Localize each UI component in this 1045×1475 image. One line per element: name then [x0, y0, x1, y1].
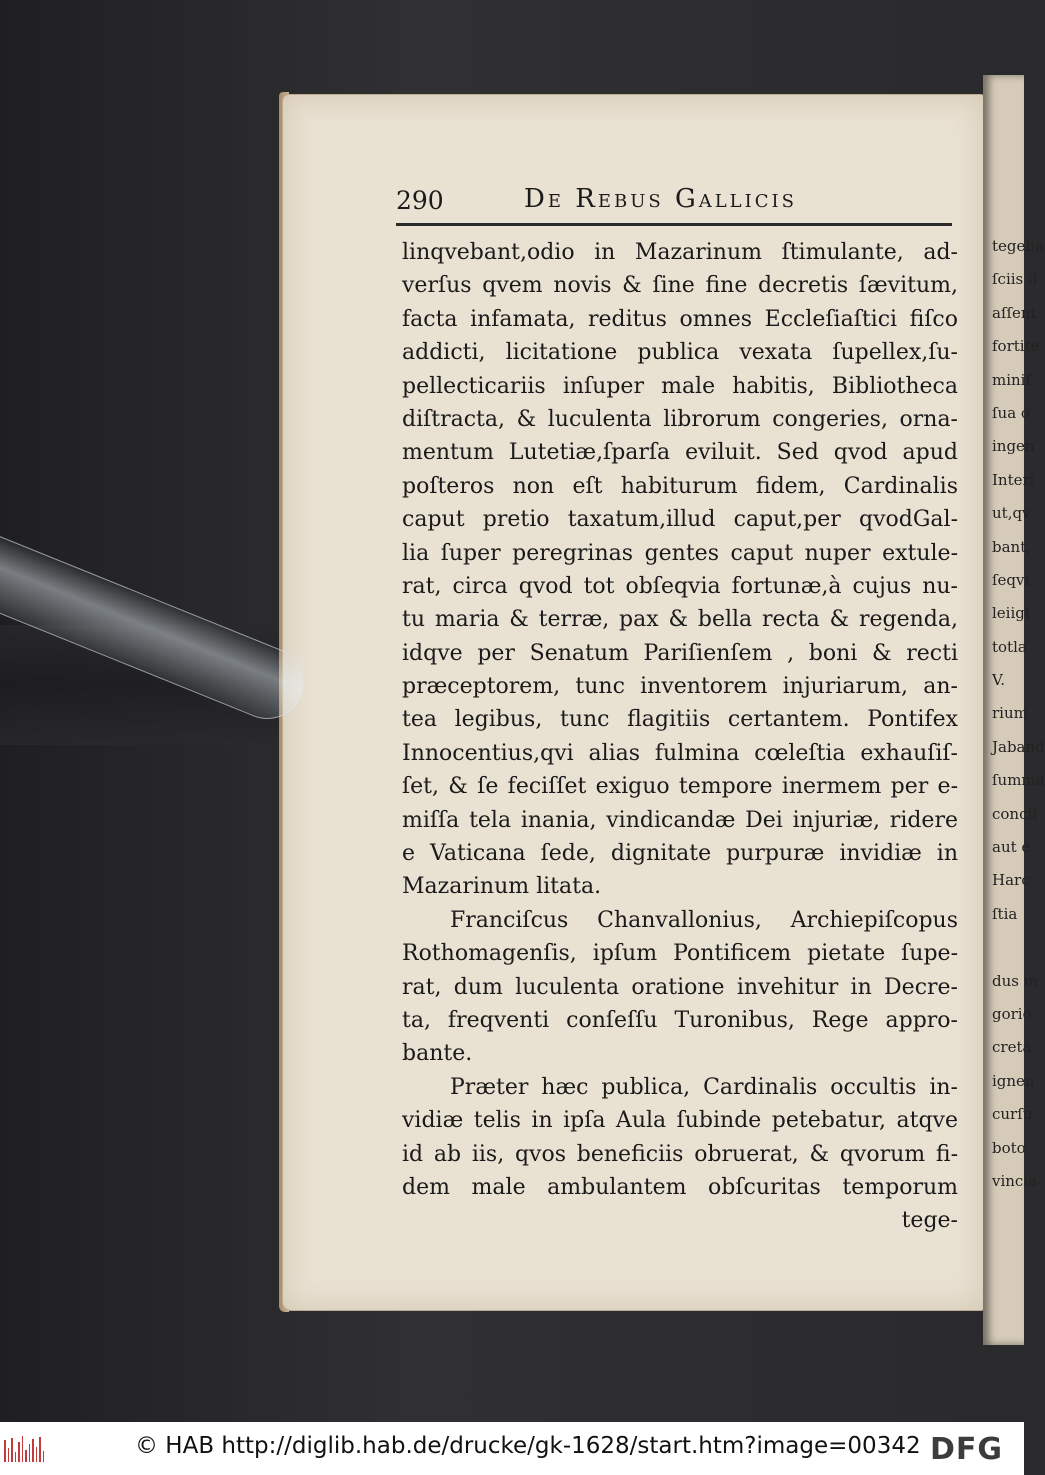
text-line: rat, dum luculenta oratione invehitur in Decre- — [402, 974, 958, 1000]
text-line: ſet, & ſe feciſſet exiguo tempore inermem per e- — [402, 774, 958, 800]
adjacent-page-line: ut,qv — [992, 504, 1031, 523]
adjacent-page-line: bant, — [992, 537, 1032, 556]
adjacent-page-line: gorio — [992, 1004, 1032, 1023]
adjacent-page-line: tegeba — [992, 237, 1044, 255]
adjacent-page-line: leiigi — [992, 604, 1030, 623]
text-line: bante. — [402, 1041, 473, 1067]
hab-logo-icon — [4, 1436, 44, 1462]
text-line: Innocentius,qvi alias fulmina cœleſtia exhauſiſ- — [402, 740, 958, 766]
adjacent-page-line: miniſ — [992, 370, 1032, 389]
adjacent-page-line: Jaband — [992, 737, 1045, 756]
text-line: verſus qvem novis & ſine fine decretis ſævitum, — [402, 273, 958, 299]
adjacent-page-line: ſeqvi — [992, 570, 1030, 589]
adjacent-page-line: totla — [992, 637, 1027, 656]
text-line: id ab iis, qvos beneficiis obruerat, & qvorum fi- — [402, 1141, 958, 1167]
adjacent-page-line: concil — [992, 804, 1038, 823]
text-line: linqvebant,odio in Mazarinum ſtimulante, ad- — [402, 240, 958, 265]
adjacent-page-line: vincia — [992, 1171, 1038, 1190]
adjacent-page-line: ſumma — [992, 771, 1045, 790]
adjacent-page-line: creta — [992, 1038, 1032, 1057]
adjacent-page-line: ſua o — [992, 403, 1030, 422]
running-title: De Rebus Gallicis — [524, 184, 797, 214]
text-line: caput pretio taxatum,illud caput,per qvodGal- — [402, 507, 958, 533]
page-number: 290 — [396, 186, 444, 215]
adjacent-page-line: fortite — [992, 337, 1040, 356]
text-line: e Vaticana ſede, dignitate purpuræ invidiæ in — [402, 841, 958, 867]
adjacent-page-line: ignen — [992, 1071, 1035, 1090]
text-line: lia ſuper peregrinas gentes caput nuper extule- — [402, 540, 958, 566]
adjacent-page-line: aſſent — [992, 303, 1037, 322]
text-line: tege- — [901, 1208, 958, 1234]
text-line: pellecticariis inſuper male habitis, Bibliotheca — [402, 373, 958, 399]
adjacent-page-line: Interi — [992, 470, 1035, 489]
dfg-logo: DFG — [930, 1432, 1004, 1467]
text-line: idqve per Senatum Pariſienſem , boni & recti — [402, 640, 958, 666]
text-line: rat, circa qvod tot obſeqvia fortunæ,à cujus nu- — [402, 573, 958, 599]
page-header — [396, 184, 956, 224]
copyright-url[interactable]: © HAB http://diglib.hab.de/drucke/gk-1628/start.htm?image=00342 — [135, 1433, 921, 1459]
text-line: facta infamata, reditus omnes Eccleſiaſtici fiſco — [402, 306, 958, 332]
text-line: Rothomagenſis, ipſum Pontificem pietate ſupe- — [402, 941, 958, 967]
text-line: poſteros non eſt habiturum fidem, Cardinalis — [402, 473, 958, 499]
adjacent-page-line: ſciis ii — [992, 270, 1038, 289]
adjacent-page-text — [992, 230, 1045, 1198]
text-line: tu maria & terræ, pax & bella recta & regenda, — [402, 607, 958, 633]
text-line: Franciſcus Chanvallonius, Archiepiſcopus — [450, 907, 958, 933]
adjacent-page-line: ſtia — [992, 904, 1018, 923]
adjacent-page-line: curſu — [992, 1105, 1033, 1124]
adjacent-page-line: V. — [992, 671, 1005, 690]
adjacent-page-line: Harc — [992, 871, 1030, 890]
adjacent-page-line: aut e — [992, 838, 1031, 857]
text-line: præceptorem, tunc inventorem injuriarum, an- — [402, 674, 958, 700]
header-rule — [396, 223, 952, 226]
text-line: dem male ambulantem obſcuritas temporum — [402, 1174, 958, 1200]
text-line: vidiæ telis in ipſa Aula ſubinde petebatur, atqve — [402, 1108, 958, 1134]
text-line: tea legibus, tunc flagitiis certantem. Pontifex — [402, 707, 958, 733]
footer-bar — [0, 1422, 1024, 1475]
adjacent-page-line — [992, 931, 1024, 964]
text-line: addicti, licitatione publica vexata ſupellex,ſu- — [402, 340, 958, 366]
text-line: diſtracta, & luculenta librorum congeries, orna- — [402, 406, 958, 432]
adjacent-page-line: boto — [992, 1138, 1026, 1157]
adjacent-page-line: ingen — [992, 437, 1035, 456]
text-line: Mazarinum litata. — [402, 874, 602, 900]
text-line: ta, freqventi conſeſſu Turonibus, Rege appro- — [402, 1007, 958, 1033]
text-line: Præter hæc publica, Cardinalis occultis in- — [450, 1074, 958, 1100]
text-line: mentum Lutetiæ,ſparſa eviluit. Sed qvod apud — [402, 440, 958, 466]
adjacent-page-line: dus in — [992, 971, 1039, 990]
text-line: miſſa tela inania, vindicandæ Dei injuriæ, ridere — [402, 807, 958, 833]
body-text — [402, 236, 958, 1238]
adjacent-page-line: rium — [992, 704, 1028, 723]
